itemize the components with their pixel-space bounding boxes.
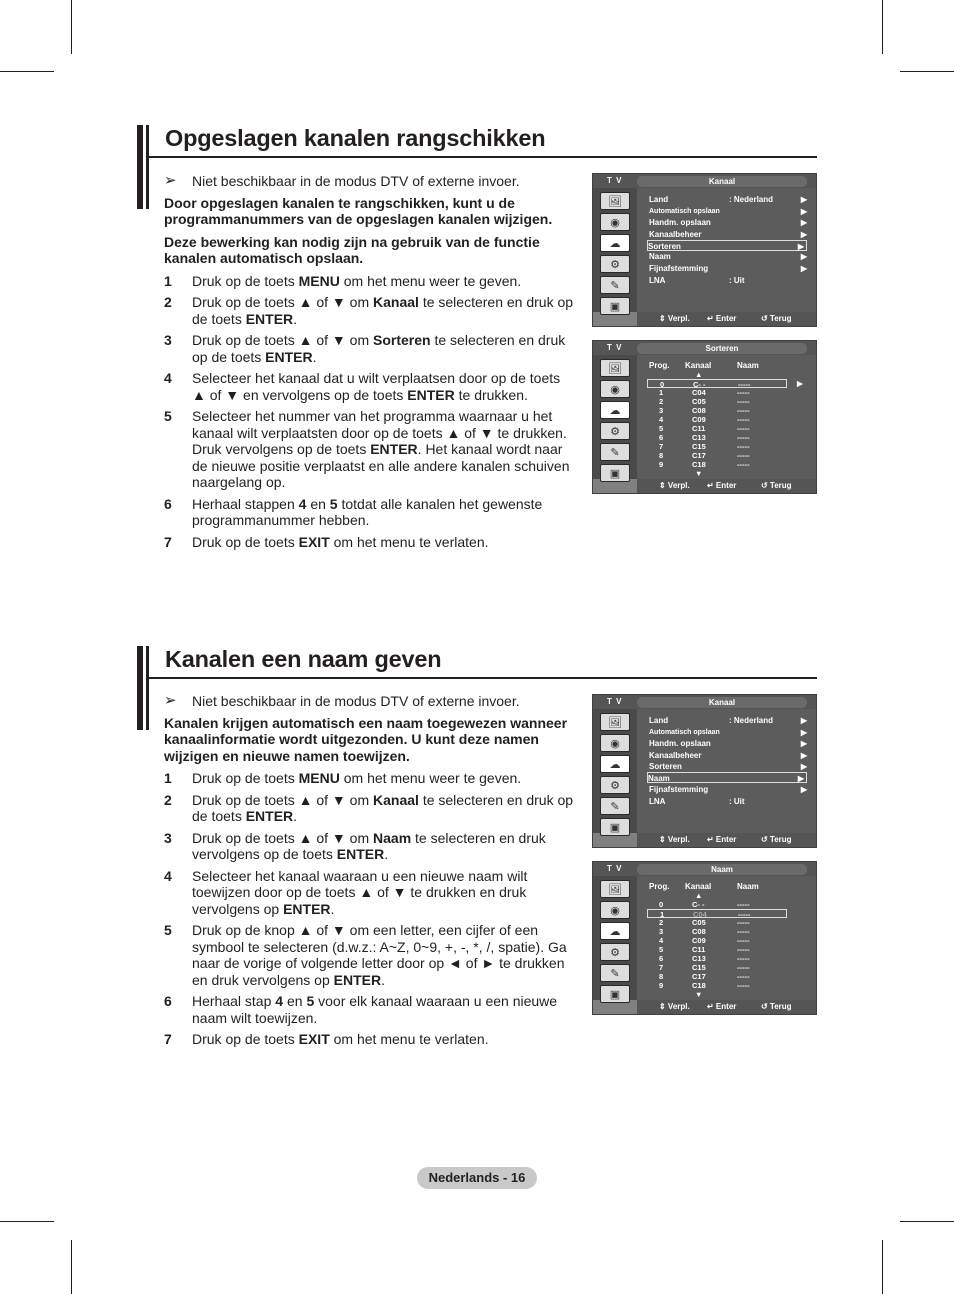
- arrow-right-icon: ▶: [800, 230, 807, 239]
- menu-title: Naam: [637, 864, 807, 875]
- list-row[interactable]: [647, 397, 787, 406]
- digital-icon[interactable]: ▣: [600, 464, 630, 482]
- arrow-right-icon: ▶: [800, 762, 807, 771]
- menu-item[interactable]: [649, 263, 809, 274]
- channel: C17: [692, 451, 706, 460]
- menu-item-label: Fijnafstemming: [649, 264, 709, 273]
- picture-icon[interactable]: 🖼: [600, 359, 630, 377]
- tv-label: T V: [607, 176, 623, 185]
- menu-item-label: Land: [649, 195, 669, 204]
- picture-icon[interactable]: 🖼: [600, 713, 630, 731]
- note-text: Niet beschikbaar in de modus DTV of externe invoer.: [192, 173, 520, 189]
- list-row[interactable]: [647, 900, 787, 909]
- menu-item[interactable]: [649, 750, 809, 761]
- menu-item-label: Automatisch opslaan: [649, 729, 720, 736]
- list-row[interactable]: [647, 945, 787, 954]
- section2-text: [164, 693, 574, 1053]
- channel: C09: [692, 415, 706, 424]
- channel: C09: [692, 936, 706, 945]
- channel: C18: [692, 981, 706, 990]
- intro-paragraph: Kanalen krijgen automatisch een naam toegewezen wanneer kanaalinformatie wordt uitgezonden. U kunt deze namen wijzigen en nieuwe namen toewijzen.: [164, 714, 568, 764]
- menu-item[interactable]: [649, 275, 809, 286]
- channel-name: -----: [737, 936, 750, 945]
- tv-menu-kanaal: [592, 694, 817, 848]
- arrow-right-icon: ▶: [800, 264, 807, 273]
- menu-sidebar: [593, 876, 637, 1000]
- list-row[interactable]: [647, 909, 787, 918]
- step: 2 Druk op de toets ▲ of ▼ om Kanaal te selecteren en druk op de toets ENTER.: [164, 791, 574, 824]
- col-head-kanaal: Kanaal: [685, 361, 712, 370]
- col-head-prog: Prog.: [649, 882, 670, 891]
- step: 6 Herhaal stappen 4 en 5 totdat alle kanalen het gewenste programmanummer hebben.: [164, 495, 543, 528]
- menu-title: Kanaal: [637, 697, 807, 708]
- menu-item[interactable]: [649, 251, 809, 262]
- channel-name: -----: [737, 415, 750, 424]
- step: 1 Druk op de toets MENU om het menu weer te geven.: [164, 770, 522, 786]
- menu-item[interactable]: [647, 240, 807, 251]
- footer-move: ⇕ Verpl.: [659, 1002, 690, 1011]
- footer-back: ↺ Terug: [761, 1002, 792, 1011]
- crop-mark: [882, 1240, 883, 1294]
- prog-number: 4: [659, 415, 664, 424]
- footer-back: ↺ Terug: [761, 481, 792, 490]
- prog-number: 9: [659, 981, 664, 990]
- prog-number: 6: [659, 954, 664, 963]
- tv-menu-naam: [592, 861, 817, 1015]
- channel: C05: [692, 397, 706, 406]
- step: 5 Druk op de knop ▲ of ▼ om een letter, een cijfer of een symbool te selecteren (d.w.z.: A~Z, 0~9, +, -, *, /, spatie). Ga naar de vorige of volgende letter door op ◄ of ► te drukken en druk vervolgens op ENTER.: [164, 922, 567, 988]
- intro-paragraph: Deze bewerking kan nodig zijn na gebruik van de functie kanalen automatisch opslaan.: [164, 233, 540, 266]
- input-icon[interactable]: ✎: [600, 276, 630, 294]
- prog-number: 3: [659, 406, 664, 415]
- footer-enter: ↵ Enter: [707, 835, 737, 844]
- intro-paragraph: Door opgeslagen kanalen te rangschikken, kunt u de programmanummers van de opgeslagen kanalen wijzigen.: [164, 194, 553, 227]
- arrow-right-icon: ▶: [800, 751, 807, 760]
- channel-icon[interactable]: ☁: [600, 234, 630, 252]
- footer-move: ⇕ Verpl.: [659, 481, 690, 490]
- prog-number: 6: [659, 433, 664, 442]
- section-title: Kanalen een naam geven: [165, 646, 442, 672]
- menu-header: [593, 695, 816, 709]
- footer-back: ↺ Terug: [761, 314, 792, 323]
- channel: C17: [692, 972, 706, 981]
- channel-name: -----: [737, 945, 750, 954]
- sound-icon[interactable]: ◉: [600, 734, 630, 752]
- tv-label: T V: [607, 697, 623, 706]
- step: 3 Druk op de toets ▲ of ▼ om Naam te selecteren en druk vervolgens op de toets ENTER.: [164, 829, 546, 862]
- list-row[interactable]: [647, 379, 787, 388]
- title-bar: [137, 125, 143, 209]
- channel-name: -----: [737, 972, 750, 981]
- crop-mark: [0, 1221, 54, 1222]
- channel-icon[interactable]: ☁: [600, 922, 630, 940]
- menu-title: Sorteren: [637, 343, 807, 354]
- menu-item-label: Land: [649, 716, 669, 725]
- channel-icon[interactable]: ☁: [600, 401, 630, 419]
- channel-name: -----: [737, 460, 750, 469]
- prog-number: 2: [659, 918, 664, 927]
- setup-icon[interactable]: ⚙: [600, 943, 630, 961]
- menu-item[interactable]: [649, 229, 809, 240]
- footer-move: ⇕ Verpl.: [659, 835, 690, 844]
- arrow-right-icon: ▶: [800, 207, 807, 216]
- list-row[interactable]: [647, 415, 787, 424]
- menu-item-label: Sorteren: [649, 762, 682, 771]
- crop-mark: [882, 0, 883, 54]
- picture-icon[interactable]: 🖼: [600, 880, 630, 898]
- menu-item[interactable]: [649, 796, 809, 807]
- scroll-up-icon: ▲: [695, 891, 703, 900]
- arrow-right-icon: ▶: [800, 785, 807, 794]
- digital-icon[interactable]: ▣: [600, 297, 630, 315]
- channel-name: -----: [738, 380, 751, 389]
- prog-number: 5: [659, 424, 664, 433]
- arrow-right-icon: ▶: [800, 218, 807, 227]
- menu-item[interactable]: [649, 715, 809, 726]
- tv-label: T V: [607, 343, 623, 352]
- note: [164, 173, 574, 190]
- arrow-right-icon: ▶: [797, 774, 804, 783]
- menu-sidebar: [593, 709, 637, 833]
- menu-item-label: Kanaalbeheer: [649, 230, 702, 239]
- step: 4 Selecteer het kanaal dat u wilt verplaatsen door op de toets ▲ of ▼ en vervolgens op de toets ENTER te drukken.: [164, 370, 561, 403]
- menu-item[interactable]: [649, 206, 809, 217]
- col-head-kanaal: Kanaal: [685, 882, 712, 891]
- menu-footer: [637, 312, 816, 326]
- menu-item-label: Naam: [648, 774, 670, 783]
- menu-item-label: Sorteren: [648, 242, 681, 251]
- section-title: Opgeslagen kanalen rangschikken: [165, 125, 546, 151]
- list-row[interactable]: [647, 936, 787, 945]
- note-arrow-icon: ➢: [164, 692, 177, 709]
- input-icon[interactable]: ✎: [600, 443, 630, 461]
- channel: C05: [692, 918, 706, 927]
- channel-name: -----: [737, 406, 750, 415]
- arrow-right-icon: ▶: [800, 716, 807, 725]
- menu-header: [593, 174, 816, 188]
- menu-header: [593, 862, 816, 876]
- crop-mark: [0, 71, 54, 72]
- prog-number: 8: [659, 451, 664, 460]
- step: 7 Druk op de toets EXIT om het menu te verlaten.: [164, 533, 489, 550]
- menu-footer: [637, 833, 816, 847]
- sound-icon[interactable]: ◉: [600, 380, 630, 398]
- footer-enter: ↵ Enter: [707, 314, 737, 323]
- list-row[interactable]: [647, 972, 787, 981]
- sound-icon[interactable]: ◉: [600, 213, 630, 231]
- channel: C13: [692, 433, 706, 442]
- menu-item[interactable]: [649, 727, 809, 738]
- crop-mark: [71, 0, 72, 54]
- channel: C18: [692, 460, 706, 469]
- prog-number: 2: [659, 397, 664, 406]
- channel-name: -----: [737, 954, 750, 963]
- tv-menu-kanaal: [592, 173, 817, 327]
- channel: C11: [692, 945, 706, 954]
- col-head-naam: Naam: [737, 361, 759, 370]
- setup-icon[interactable]: ⚙: [600, 422, 630, 440]
- step: 3 Druk op de toets ▲ of ▼ om Sorteren te selecteren en druk op de toets ENTER.: [164, 332, 566, 365]
- crop-mark: [71, 1240, 72, 1294]
- channel-name: -----: [737, 918, 750, 927]
- digital-icon[interactable]: ▣: [600, 818, 630, 836]
- tv-label: T V: [607, 864, 623, 873]
- channel: C13: [692, 954, 706, 963]
- arrow-right-icon: ▶: [800, 728, 807, 737]
- channel: C11: [692, 424, 706, 433]
- step: 6 Herhaal stap 4 en 5 voor elk kanaal waaraan u een nieuwe naam wilt toewijzen.: [164, 993, 558, 1026]
- menu-item-label: Naam: [649, 252, 671, 261]
- prog-number: 7: [659, 442, 664, 451]
- sound-icon[interactable]: ◉: [600, 901, 630, 919]
- menu-item-label: LNA: [649, 797, 666, 806]
- list-row[interactable]: [647, 918, 787, 927]
- section1-text: [164, 173, 574, 555]
- channel: C15: [692, 442, 706, 451]
- menu-footer: [637, 479, 816, 493]
- channel: C04: [692, 388, 706, 397]
- prog-number: 1: [660, 910, 665, 919]
- col-head-prog: Prog.: [649, 361, 670, 370]
- channel: C04: [693, 910, 707, 919]
- menu-item-label: Fijnafstemming: [649, 785, 709, 794]
- menu-item-label: Handm. opslaan: [649, 739, 711, 748]
- arrow-right-icon: ▶: [800, 252, 807, 261]
- channel-name: -----: [737, 397, 750, 406]
- list-row[interactable]: [647, 963, 787, 972]
- title-bar: [146, 125, 149, 209]
- step: 2 Druk op de toets ▲ of ▼ om Kanaal te selecteren en druk op de toets ENTER.: [164, 294, 574, 327]
- title-bar: [137, 646, 143, 730]
- menu-item[interactable]: [649, 194, 809, 205]
- menu-item[interactable]: [649, 738, 809, 749]
- crop-mark: [900, 71, 954, 72]
- step: 5 Selecteer het nummer van het programma waarnaar u het kanaal wilt verplaatsten door op de toets ▲ of ▼ te drukken. Druk vervolgens op de toets ENTER. Het kanaal wordt naar de nieuwe positie verplaatst en alle andere kanalen schuiven naargelang op.: [164, 408, 570, 490]
- menu-title: Kanaal: [637, 176, 807, 187]
- crop-mark: [900, 1221, 954, 1222]
- channel-name: -----: [737, 433, 750, 442]
- menu-header: [593, 341, 816, 355]
- title-bar: [146, 646, 149, 730]
- prog-number: 3: [659, 927, 664, 936]
- page-footer: Nederlands - 16: [417, 1167, 537, 1189]
- step: 7 Druk op de toets EXIT om het menu te verlaten.: [164, 1031, 489, 1047]
- channel-icon[interactable]: ☁: [600, 755, 630, 773]
- arrow-right-icon: ▶: [800, 739, 807, 748]
- footer-move: ⇕ Verpl.: [659, 314, 690, 323]
- col-head-naam: Naam: [737, 882, 759, 891]
- footer-back: ↺ Terug: [761, 835, 792, 844]
- menu-item-value: : Uit: [729, 276, 745, 285]
- menu-item-label: LNA: [649, 276, 666, 285]
- channel-name: -----: [737, 900, 750, 909]
- list-row[interactable]: [647, 424, 787, 433]
- menu-body: [637, 355, 816, 479]
- channel-name: -----: [737, 388, 750, 397]
- list-row[interactable]: [647, 442, 787, 451]
- setup-icon[interactable]: ⚙: [600, 776, 630, 794]
- prog-number: 4: [659, 936, 664, 945]
- title-rule: [149, 156, 817, 158]
- menu-item-value: : Uit: [729, 797, 745, 806]
- prog-number: 0: [660, 380, 665, 389]
- menu-body: [637, 188, 816, 312]
- list-row[interactable]: [647, 406, 787, 415]
- menu-item[interactable]: [649, 217, 809, 228]
- note-text: Niet beschikbaar in de modus DTV of externe invoer.: [192, 693, 520, 709]
- note: [164, 693, 574, 710]
- channel-name: -----: [738, 910, 751, 919]
- menu-body: [637, 709, 816, 833]
- prog-number: 5: [659, 945, 664, 954]
- menu-item[interactable]: [649, 784, 809, 795]
- channel-name: -----: [737, 927, 750, 936]
- title-rule: [149, 677, 817, 679]
- tv-menu-sorteren: [592, 340, 817, 494]
- menu-body: [637, 876, 816, 1000]
- step: 4 Selecteer het kanaal waaraan u een nieuwe naam wilt toewijzen door op de toets ▲ of ▼ te drukken en druk vervolgens op ENTER.: [164, 867, 528, 917]
- menu-item-value: : Nederland: [729, 195, 774, 204]
- menu-sidebar: [593, 355, 637, 479]
- list-row[interactable]: [647, 433, 787, 442]
- menu-item-label: Handm. opslaan: [649, 218, 711, 227]
- scroll-down-icon: ▼: [695, 990, 703, 999]
- channel: C08: [692, 927, 706, 936]
- menu-sidebar: [593, 188, 637, 312]
- input-icon[interactable]: ✎: [600, 964, 630, 982]
- channel-name: -----: [737, 451, 750, 460]
- channel: C15: [692, 963, 706, 972]
- prog-number: 7: [659, 963, 664, 972]
- list-row[interactable]: [647, 927, 787, 936]
- prog-number: 0: [659, 900, 664, 909]
- footer-enter: ↵ Enter: [707, 481, 737, 490]
- channel: C08: [692, 406, 706, 415]
- arrow-right-icon: ▶: [797, 242, 804, 251]
- list-row[interactable]: [647, 388, 787, 397]
- menu-item[interactable]: [647, 772, 807, 783]
- prog-number: 1: [659, 388, 664, 397]
- prog-number: 9: [659, 460, 664, 469]
- list-row[interactable]: [647, 981, 787, 990]
- arrow-right-icon: ▶: [797, 379, 803, 388]
- menu-item[interactable]: [649, 761, 809, 772]
- prog-number: 8: [659, 972, 664, 981]
- menu-footer: [637, 1000, 816, 1014]
- list-row[interactable]: [647, 451, 787, 460]
- list-row[interactable]: [647, 460, 787, 469]
- input-icon[interactable]: ✎: [600, 797, 630, 815]
- menu-item-label: Kanaalbeheer: [649, 751, 702, 760]
- note-arrow-icon: ➢: [164, 172, 177, 189]
- menu-item-value: : Nederland: [729, 716, 774, 725]
- channel-name: -----: [737, 963, 750, 972]
- channel: C- -: [693, 380, 706, 389]
- setup-icon[interactable]: ⚙: [600, 255, 630, 273]
- arrow-right-icon: ▶: [800, 195, 807, 204]
- menu-item-label: Automatisch opslaan: [649, 208, 720, 215]
- step: 1 Druk op de toets MENU om het menu weer te geven.: [164, 272, 522, 289]
- digital-icon[interactable]: ▣: [600, 985, 630, 1003]
- channel-name: -----: [737, 442, 750, 451]
- scroll-down-icon: ▼: [695, 469, 703, 478]
- channel-name: -----: [737, 981, 750, 990]
- channel: C- -: [692, 900, 705, 909]
- picture-icon[interactable]: 🖼: [600, 192, 630, 210]
- footer-enter: ↵ Enter: [707, 1002, 737, 1011]
- scroll-up-icon: ▲: [695, 370, 703, 379]
- channel-name: -----: [737, 424, 750, 433]
- list-row[interactable]: [647, 954, 787, 963]
